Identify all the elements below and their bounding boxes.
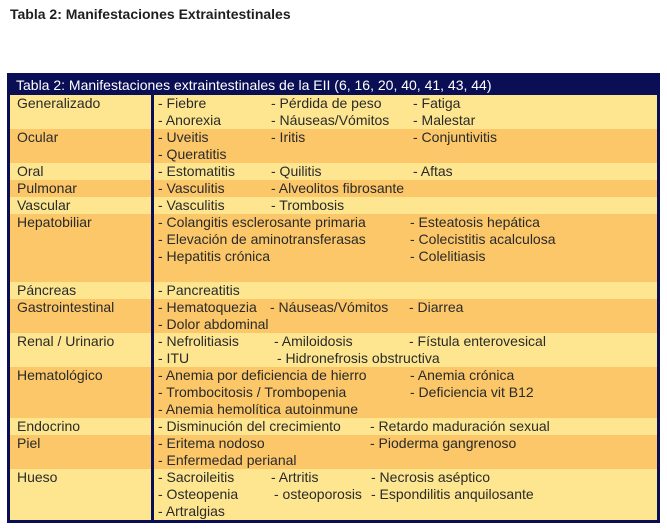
row-label: Renal / Urinario: [10, 333, 151, 367]
list-item: - Hepatitis crónica: [158, 248, 271, 264]
list-item: - Hematoquezia: [158, 299, 257, 315]
list-item: - Vasculitis: [158, 197, 225, 213]
row-items: [154, 95, 657, 129]
list-item: - Anorexia: [158, 112, 222, 128]
row-items: [154, 418, 657, 435]
list-item: - Iritis: [271, 129, 306, 145]
list-item: - Aftas: [413, 163, 453, 179]
list-item: - Pérdida de peso: [271, 95, 382, 111]
table-row-gastrointestinal: [10, 299, 657, 333]
row-label: Páncreas: [10, 282, 151, 299]
row-items: [154, 333, 657, 367]
list-item: - Náuseas/Vómitos: [270, 299, 389, 315]
row-label: Ocular: [10, 129, 151, 163]
list-item: - Náuseas/Vómitos: [271, 112, 390, 128]
list-item: - Fatiga: [413, 95, 461, 111]
row-label: Generalizado: [10, 95, 151, 129]
list-item: - Sacroileitis: [158, 469, 235, 485]
row-label: Endocrino: [10, 418, 151, 435]
list-item: - Quilitis: [271, 163, 322, 179]
row-label: Vascular: [10, 197, 151, 214]
row-items: [154, 163, 657, 180]
row-items: [154, 180, 657, 197]
list-item: - Anemia hemolítica autoinmune: [158, 401, 358, 417]
list-item: - ITU: [158, 350, 190, 366]
list-item: - Espondilitis anquilosante: [371, 486, 534, 502]
row-items: [154, 367, 657, 418]
table-row-generalizado: [10, 95, 657, 129]
list-item: - Pioderma gangrenoso: [370, 435, 517, 451]
table-row-pulmonar: [10, 180, 657, 197]
list-item: - Malestar: [413, 112, 476, 128]
list-item: - Estomatitis: [158, 163, 236, 179]
list-item: - Artritis: [271, 469, 319, 485]
table-row-endocrino: [10, 418, 657, 435]
list-item: - Queratitis: [158, 146, 227, 162]
row-label: Gastrointestinal: [10, 299, 151, 333]
row-label: Hueso: [10, 469, 151, 520]
list-item: - Alveolitos fibrosante: [271, 180, 405, 196]
list-item: - Uveitis: [158, 129, 209, 145]
table-row-vascular: [10, 197, 657, 214]
list-item: - Nefrolitiasis: [158, 333, 239, 349]
list-item: - Fiebre: [158, 95, 207, 111]
list-item: - Colecistitis acalculosa: [410, 231, 556, 247]
list-item: - Artralgias: [158, 503, 225, 519]
list-item: - Osteopenia: [158, 486, 239, 502]
row-items: [154, 214, 657, 282]
list-item: - Esteatosis hepática: [410, 214, 540, 230]
table-row-renal-urinario: [10, 333, 657, 367]
list-item: - Retardo maduración sexual: [370, 418, 550, 434]
table-row-oral: [10, 163, 657, 180]
row-label: Hematológico: [10, 367, 151, 418]
page-title: Tabla 2: Manifestaciones Extraintestinales: [10, 6, 291, 22]
list-item: - Deficiencia vit B12: [410, 384, 534, 400]
list-item: - Colangitis esclerosante primaria: [158, 214, 366, 230]
row-items: [154, 435, 657, 469]
list-item: - Vasculitis: [158, 180, 225, 196]
list-item: - Dolor abdominal: [158, 316, 269, 332]
row-label: Hepatobiliar: [10, 214, 151, 282]
list-item: - Fístula enterovesical: [409, 333, 546, 349]
row-label: Pulmonar: [10, 180, 151, 197]
table-row-piel: [10, 435, 657, 469]
list-item: - Colelitiasis: [410, 248, 486, 264]
table-header: Tabla 2: Manifestaciones extraintestinales de la EII (6, 16, 20, 40, 41, 43, 44): [16, 77, 492, 93]
table-row-hueso: [10, 469, 657, 520]
list-item: - Disminución del crecimiento: [158, 418, 341, 434]
table-row-hepatobiliar: [10, 214, 657, 282]
list-item: - Trombocitosis / Trombopenia: [158, 384, 347, 400]
list-item: - Conjuntivitis: [413, 129, 498, 145]
list-item: - Anemia por deficiencia de hierro: [158, 367, 367, 383]
row-items: [154, 129, 657, 163]
list-item: - Necrosis aséptico: [371, 469, 491, 485]
list-item: - Enfermedad perianal: [158, 452, 297, 468]
list-item: - Hidronefrosis obstructiva: [277, 350, 440, 366]
table-row-hematologico: [10, 367, 657, 418]
list-item: - Amiloidosis: [274, 333, 353, 349]
row-items: [154, 282, 657, 299]
table-row-pancreas: [10, 282, 657, 299]
row-label: Oral: [10, 163, 151, 180]
list-item: - Pancreatitis: [158, 282, 240, 298]
list-item: - Trombosis: [271, 197, 345, 213]
list-item: - Elevación de aminotransferasas: [158, 231, 366, 247]
row-items: [154, 469, 657, 520]
list-item: - Diarrea: [409, 299, 464, 315]
table-row-ocular: [10, 129, 657, 163]
row-label: Piel: [10, 435, 151, 469]
list-item: - Anemia crónica: [410, 367, 515, 383]
row-items: [154, 299, 657, 333]
manifestations-table: [7, 73, 660, 523]
row-items: [154, 197, 657, 214]
list-item: - Eritema nodoso: [158, 435, 265, 451]
list-item: - osteoporosis: [274, 486, 362, 502]
